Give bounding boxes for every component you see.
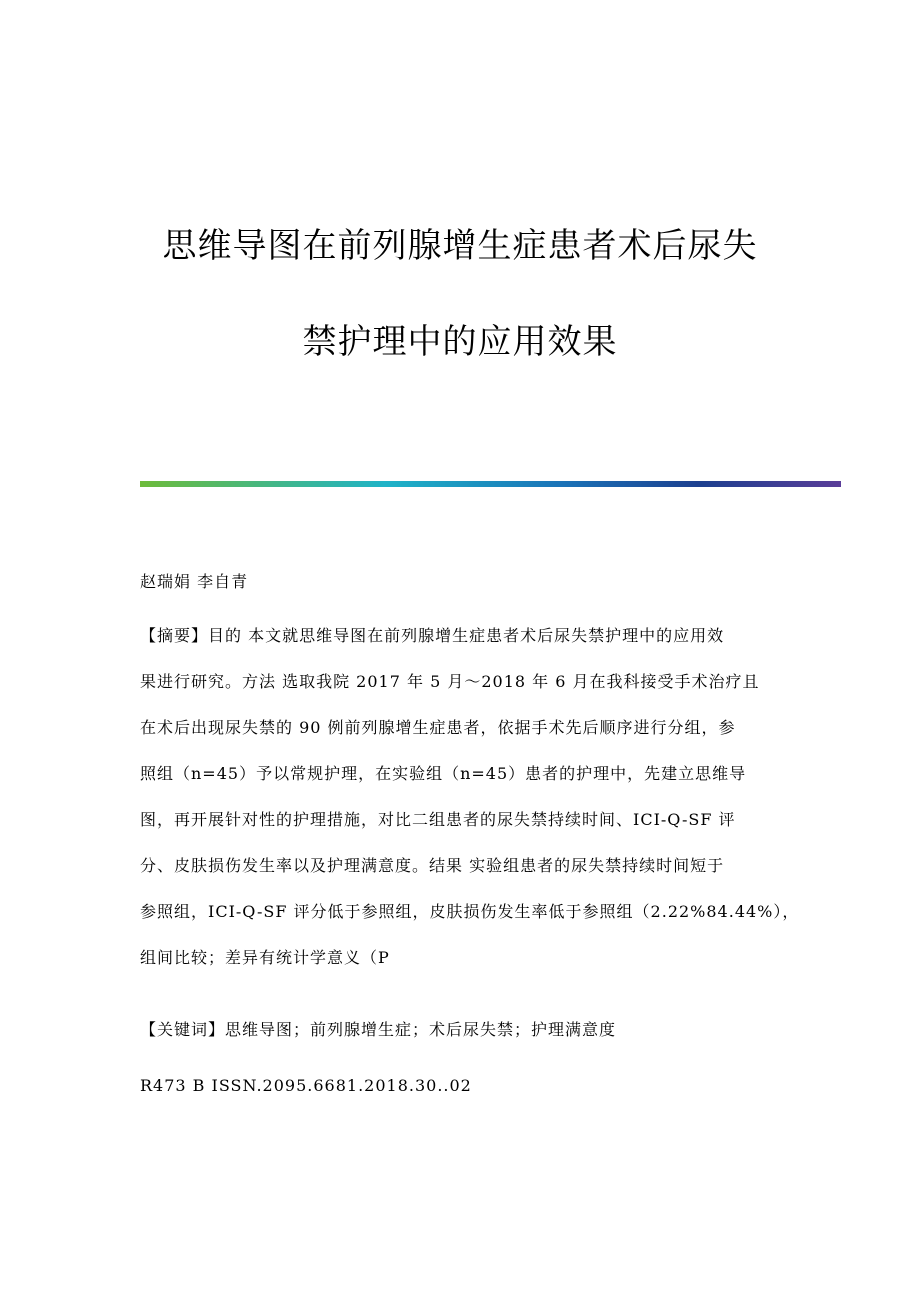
keywords: 【关键词】思维导图；前列腺增生症；术后尿失禁；护理满意度 (140, 1020, 617, 1039)
abstract-line: 【摘要】目的 本文就思维导图在前列腺增生症患者术后尿失禁护理中的应用效 (140, 626, 725, 645)
abstract-line: 分、皮肤损伤发生率以及护理满意度。结果 实验组患者的尿失禁持续时间短于 (140, 856, 725, 875)
gradient-divider (140, 481, 841, 487)
abstract-line: 参照组，ICI-Q-SF 评分低于参照组，皮肤损伤发生率低于参照组（2.22%84.44%）， (140, 902, 800, 921)
abstract-line: 果进行研究。方法 选取我院 2017 年 5 月～2018 年 6 月在我科接受手术治疗且 (140, 672, 760, 691)
abstract-line: 图，再开展针对性的护理措施，对比二组患者的尿失禁持续时间、ICI-Q-SF 评 (140, 810, 736, 829)
classification-codes: R473 B ISSN.2095.6681.2018.30..02 (140, 1076, 472, 1095)
paper-title-line-2: 禁护理中的应用效果 (302, 322, 618, 362)
abstract-line: 照组（n=45）予以常规护理，在实验组（n=45）患者的护理中，先建立思维导 (140, 764, 747, 783)
abstract-line: 在术后出现尿失禁的 90 例前列腺增生症患者，依据手术先后顺序进行分组，参 (140, 718, 736, 737)
abstract-line: 组间比较；差异有统计学意义（P (140, 948, 390, 967)
authors: 赵瑞娟 李自青 (140, 572, 249, 591)
paper-title-line-1: 思维导图在前列腺增生症患者术后尿失 (162, 226, 758, 266)
abstract (140, 624, 830, 992)
